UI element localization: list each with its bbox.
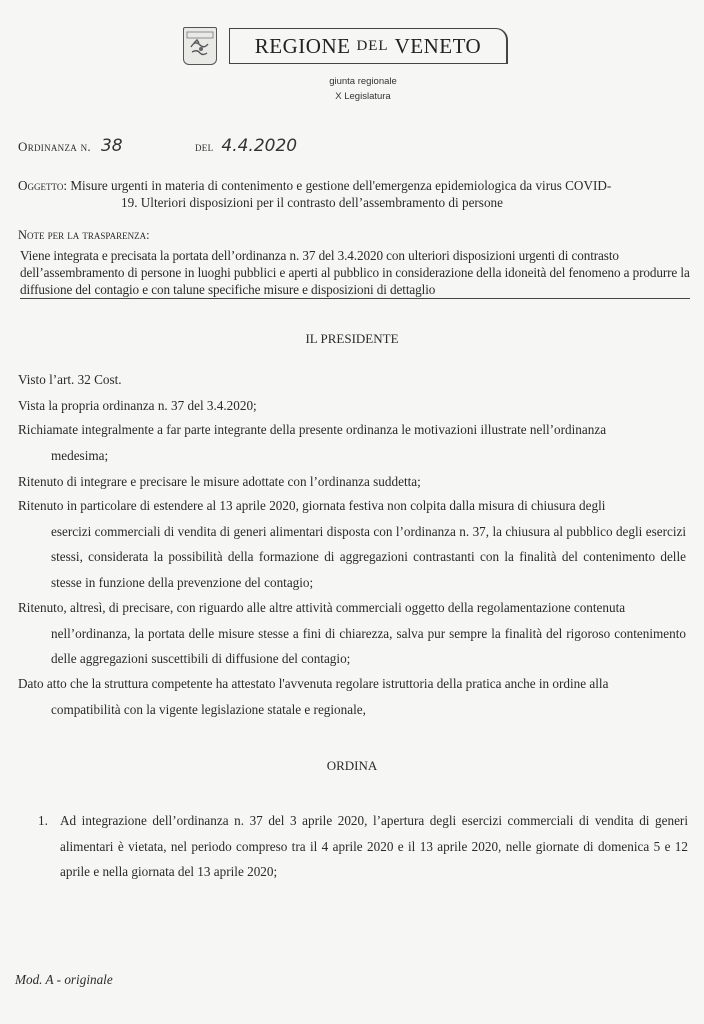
title-regione: REGIONE (254, 33, 351, 58)
region-title (229, 28, 508, 64)
premise-ritenuto-precisare (18, 595, 686, 672)
premise-continuation: compatibilità con la vigente legislazione statale e regionale, (51, 701, 366, 717)
premise-continuation: nell’ordinanza, la portata delle misure stesse a fini di chiarezza, salva pur sempre la finalità del rigoroso contenimento delle aggregazioni suscettibili di diffusione del contagio; (51, 625, 686, 666)
title-del: DEL (356, 37, 389, 54)
premise-text: Ritenuto, altresì, di precisare, con riguardo alle altre attività commerciali oggetto della regolamentazione contenuta (18, 600, 626, 615)
premise-continuation: esercizi commerciali di vendita di generi alimentari disposta con l’ordinanza n. 37, la chiusura al pubblico degli esercizi stessi, considerata la possibilità della formazione di aggregazioni contrastanti con la finalità del contenimento delle stesse in funzione della prevenzione del contagio; (51, 523, 686, 590)
oggetto-line1: Misure urgenti in materia di contenimento e gestione dell'emergenza epidemiologica da virus COVID- (70, 178, 612, 193)
premise-richiamate (18, 417, 686, 468)
order-number: 1. (38, 813, 48, 828)
title-veneto: VENETO (394, 33, 482, 58)
ordinanza-number: 38 (100, 136, 123, 156)
letterhead-subtitle (308, 74, 418, 104)
ordinanza-date: 4.4.2020 (221, 136, 298, 156)
note-divider (20, 298, 690, 299)
note-body: Viene integrata e precisata la portata dell’ordinanza n. 37 del 3.4.2020 con ulteriori disposizioni urgenti di contrasto dell’assembramento di persone in luoghi pubblici e aperti al pubblico in considerazione della idoneità del fenomeno a produrre la diffusione del contagio e con talune specifiche misure e disposizioni di dettaglio (20, 248, 690, 297)
footer-mod-a: Mod. A - originale (15, 972, 113, 987)
ordinanza-line (18, 136, 297, 156)
premise-continuation: medesima; (51, 447, 109, 463)
oggetto-label: Oggetto: (18, 178, 68, 193)
subtitle-giunta: giunta regionale (329, 76, 397, 87)
premise-text: Ritenuto in particolare di estendere al 13 aprile 2020, giornata festiva non colpita dalla misura di chiusura degli (18, 498, 606, 513)
premise-visto-art: Visto l’art. 32 Cost. (18, 372, 122, 387)
oggetto-section (18, 177, 686, 211)
oggetto-line2: 19. Ulteriori disposizioni per il contrasto dell’assembramento di persone (121, 195, 503, 210)
ordinanza-date-label: del (194, 139, 214, 154)
premise-ritenuto-estendere (18, 493, 686, 595)
premise-text: Dato atto che la struttura competente ha attestato l'avvenuta regolare istruttoria della pratica anche in ordine alla (18, 676, 609, 691)
premise-dato-atto (18, 671, 686, 722)
order-text: Ad integrazione dell’ordinanza n. 37 del 3 aprile 2020, l’apertura degli esercizi commerciali di vendita di generi alimentari è vietata, nel periodo compreso tra il 4 aprile 2020 e il 13 aprile 2020, nelle giornate di domenica 5 e 12 aprile e nella giornata del 13 aprile 2020; (60, 813, 688, 879)
letterhead (183, 27, 508, 65)
subtitle-legislatura: X Legislatura (335, 91, 391, 102)
note-title: Note per la trasparenza: (18, 228, 150, 242)
president-heading: IL PRESIDENTE (305, 331, 399, 346)
ordinanza-label: Ordinanza n. (18, 139, 91, 154)
premise-ritenuto-integrare: Ritenuto di integrare e precisare le misure adottate con l’ordinanza suddetta; (18, 474, 421, 489)
premise-text: Richiamate integralmente a far parte integrante della presente ordinanza le motivazioni illustrate nell’ordinanza (18, 422, 607, 437)
premise-vista-ordinanza: Vista la propria ordinanza n. 37 del 3.4.2020; (18, 398, 257, 413)
order-item-1 (38, 808, 688, 885)
regione-veneto-crest-icon (183, 27, 217, 65)
ordina-heading: ORDINA (326, 758, 378, 773)
